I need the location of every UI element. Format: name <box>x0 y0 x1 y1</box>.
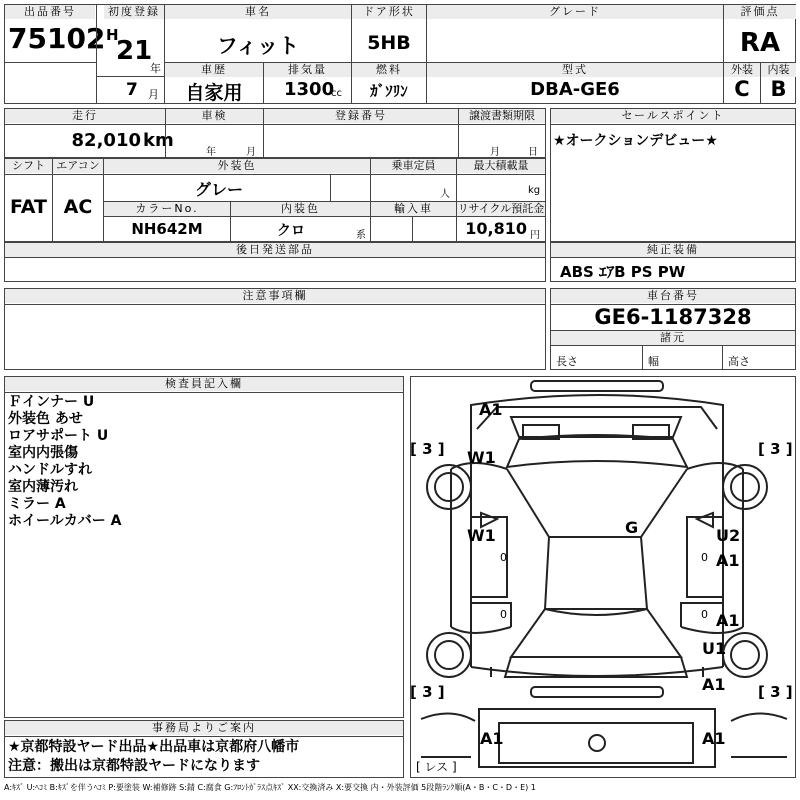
cc-label: 排気量 <box>264 63 351 77</box>
width-label: 幅 <box>648 355 659 368</box>
chassis-label: 車台番号 <box>551 289 795 303</box>
sales-point-block <box>550 108 796 242</box>
score-label: 評価点 <box>724 5 796 19</box>
plate-label: 登録番号 <box>264 109 458 123</box>
zero-mark: 0 <box>701 551 708 564</box>
ac-value: AC <box>63 196 93 218</box>
inspector-note: ホイールカバー A <box>8 513 122 529</box>
office-label: 事務局よりご案内 <box>5 721 403 735</box>
inspector-note: 室内内張傷 <box>8 445 78 461</box>
capacity-label: 乗車定員 <box>371 159 456 173</box>
sales-point-label: セールスポイント <box>551 109 795 123</box>
shift-label: シフト <box>5 159 52 173</box>
load-label: 最大積載量 <box>457 159 545 173</box>
model-name: フィット <box>216 34 300 58</box>
mark-rear-a1-right: A1 <box>702 729 726 748</box>
mark-u2: U2 <box>716 526 741 545</box>
transfer-label: 譲渡書類期限 <box>459 109 545 123</box>
spec-label: 諸元 <box>551 331 795 345</box>
era: H <box>106 26 119 44</box>
transfer-day-unit: 日 <box>528 147 538 158</box>
later-parts-label: 後日発送部品 <box>5 243 545 257</box>
color-value: グレー <box>194 180 243 199</box>
lot-label: 出品番号 <box>5 5 95 19</box>
inspection-year-unit: 年 <box>206 147 216 158</box>
car-diagram <box>410 376 796 778</box>
height-label: 高さ <box>728 355 750 368</box>
chassis-number: GE6-1187328 <box>594 305 752 329</box>
recycle-value: 10,810 <box>465 219 527 238</box>
inspection-month-unit: 月 <box>246 147 256 158</box>
int-label: 内装 <box>761 63 796 77</box>
mileage-unit: km <box>143 130 174 151</box>
reg-year: 21 <box>116 36 153 66</box>
equipment-label: 純正装備 <box>551 243 795 257</box>
fuel-value: ｶﾞｿﾘﾝ <box>370 82 408 100</box>
tire-front-left: [ 3 ] <box>410 440 445 458</box>
capacity-unit: 人 <box>440 189 450 200</box>
shift-value: FAT <box>10 196 47 218</box>
model-name-label: 車名 <box>165 5 351 19</box>
recycle-unit: 円 <box>530 230 540 241</box>
mark-a1-right-2: A1 <box>716 611 740 630</box>
door-label: ドア形状 <box>352 5 426 19</box>
zero-mark: 0 <box>701 608 708 621</box>
inspector-notes <box>8 394 121 530</box>
inspector-note: 外装色 あせ <box>8 411 83 427</box>
int-grade: B <box>770 77 787 101</box>
car-outline <box>411 377 795 777</box>
int-color-unit: 系 <box>356 230 366 241</box>
color-no-value: NH642M <box>131 220 203 238</box>
month-unit: 月 <box>148 88 159 101</box>
type-label: 型式 <box>427 63 723 77</box>
reg-month: 7 <box>126 80 138 100</box>
type-value: DBA-GE6 <box>530 79 620 100</box>
inspector-note: ロアサポート U <box>8 428 109 444</box>
recycle-label: リサイクル預託金 <box>457 202 545 215</box>
load-unit: kg <box>528 185 541 196</box>
grade-label: グレード <box>427 5 723 19</box>
length-label: 長さ <box>556 355 578 368</box>
zero-mark: 0 <box>500 608 507 621</box>
door-type: 5HB <box>367 32 411 54</box>
tire-rear-left: [ 3 ] <box>410 683 445 701</box>
mark-a1-right-1: A1 <box>716 551 740 570</box>
mark-w1-upper: W1 <box>467 448 496 467</box>
ext-grade: C <box>734 77 750 101</box>
legend: A:ｷｽﾞ U:ﾍｺﾐ B:ｷｽﾞを伴うﾍｺﾐ P:要塗装 W:補修跡 S:錆 C:腐食 G:ﾌﾛﾝﾄｶﾞﾗｽ点ｷｽﾞ XX:交換済み X:要交換 内・外装評価 5段階ﾗﾝｸ順(A・B・C・D・E) 1 <box>4 783 536 792</box>
fuel-label: 燃料 <box>352 63 426 77</box>
mileage-value: 82,010 <box>71 130 141 151</box>
inspector-note: 室内薄汚れ <box>8 479 78 495</box>
mark-u1: U1 <box>702 639 727 658</box>
equipment-value: ABS ｴｱB PS PW <box>560 263 686 281</box>
mark-glass: G <box>625 518 639 537</box>
transfer-month-unit: 月 <box>490 147 500 158</box>
cc-unit: cc <box>331 88 342 99</box>
int-color-value: クロ <box>277 223 305 239</box>
int-color-label: 内装色 <box>231 202 370 216</box>
tire-front-right: [ 3 ] <box>758 440 793 458</box>
caution-label: 注意事項欄 <box>5 289 545 303</box>
inspection-label: 車検 <box>166 109 263 123</box>
tire-rear-right: [ 3 ] <box>758 683 793 701</box>
color-no-label: カラーNo. <box>104 202 230 216</box>
score-value: RA <box>739 28 781 58</box>
lot-number: 75102 <box>8 22 106 55</box>
year-unit: 年 <box>150 62 161 75</box>
cc-value: 1300 <box>284 79 335 100</box>
spare-tire: [ レス ] <box>416 760 457 774</box>
import-label: 輸入車 <box>371 202 456 216</box>
inspector-note: ハンドルすれ <box>8 462 92 478</box>
sales-point-text: ★オークションデビュー★ <box>553 133 718 149</box>
mileage-label: 走行 <box>5 109 165 123</box>
ac-label: エアコン <box>53 159 103 173</box>
zero-mark: 0 <box>500 551 507 564</box>
inspector-note: Ｆインナー U <box>8 394 95 410</box>
ext-label: 外装 <box>724 63 760 77</box>
inspector-note: ミラー A <box>8 496 66 512</box>
inspector-label: 検査員記入欄 <box>5 377 403 391</box>
history-label: 車歴 <box>165 63 263 77</box>
office-note: 注意：搬出は京都特設ヤードになります <box>8 758 260 774</box>
office-note: ★京都特設ヤード出品★出品車は京都府八幡市 <box>8 739 300 755</box>
mark-a1-right-3: A1 <box>702 675 726 694</box>
mark-rear-a1-left: A1 <box>480 729 504 748</box>
mark-front-a1: A1 <box>479 400 503 419</box>
mark-w1-lower: W1 <box>467 526 496 545</box>
color-label: 外装色 <box>104 159 370 173</box>
first-reg-label: 初度登録 <box>104 5 164 19</box>
history-value: 自家用 <box>185 82 243 104</box>
